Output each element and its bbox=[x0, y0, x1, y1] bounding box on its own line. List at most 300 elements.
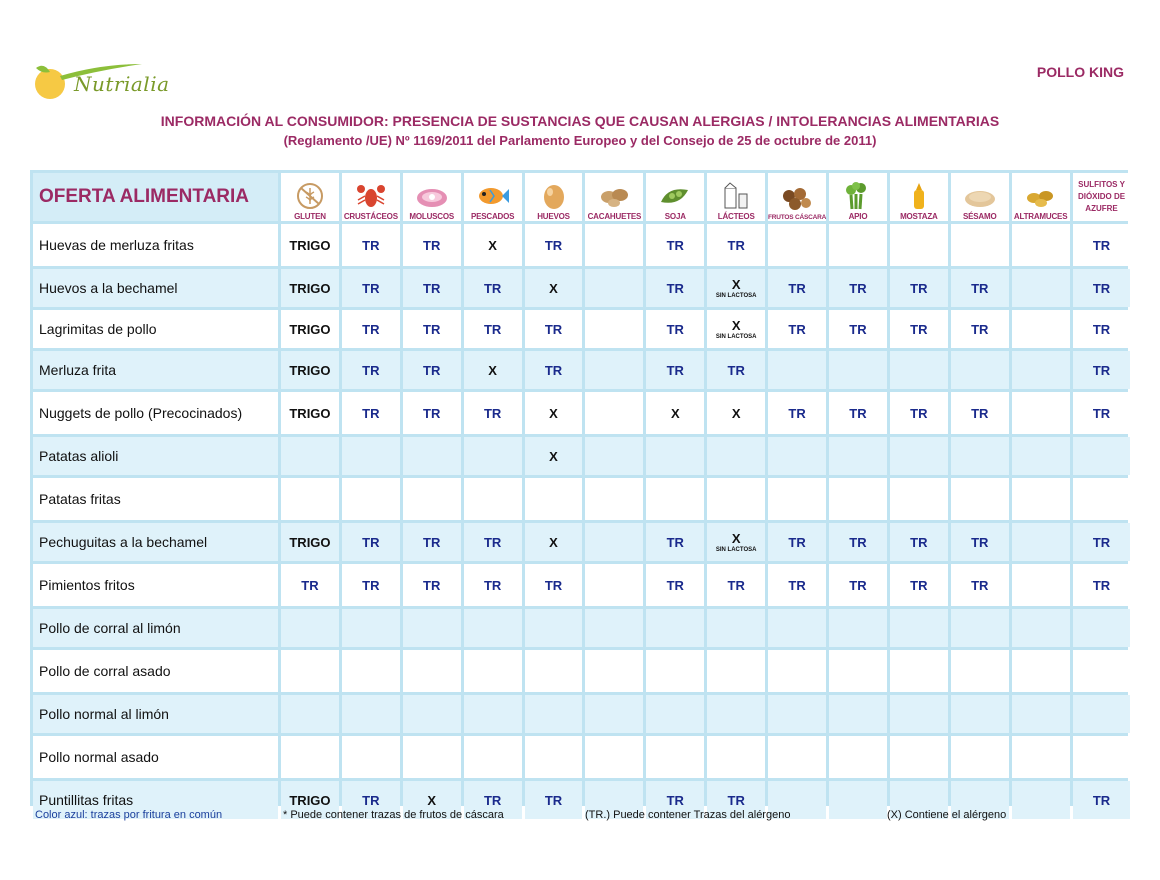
allergen-cell bbox=[403, 269, 461, 307]
allergen-value: TR bbox=[727, 577, 745, 593]
dish-name: Puntillitas fritas bbox=[33, 781, 278, 819]
allergen-cell bbox=[890, 478, 948, 520]
allergen-header-cell bbox=[951, 173, 1009, 221]
allergen-cell bbox=[342, 523, 400, 561]
allergen-value: TR bbox=[423, 237, 441, 253]
allergen-cell bbox=[829, 392, 887, 434]
allergen-cell bbox=[585, 224, 643, 266]
allergen-value: X bbox=[427, 792, 437, 808]
allergen-value: TRIGO bbox=[289, 792, 331, 808]
nuts-icon bbox=[780, 184, 814, 212]
allergen-value: TR bbox=[423, 321, 441, 337]
footer-note-tr: (TR.) Puede contener Trazas del alérgeno bbox=[585, 809, 791, 821]
allergen-value: TRIGO bbox=[289, 280, 331, 296]
table-row bbox=[33, 392, 1130, 434]
allergen-note: SIN LACTOSA bbox=[715, 334, 757, 340]
allergen-value: TR bbox=[849, 534, 867, 550]
allergen-cell bbox=[403, 564, 461, 606]
lobster-icon bbox=[354, 182, 388, 210]
dish-name: Patatas alioli bbox=[33, 437, 278, 475]
allergen-cell bbox=[464, 478, 522, 520]
allergen-header-cell bbox=[890, 173, 948, 221]
allergen-header-cell bbox=[585, 173, 643, 221]
allergen-cell bbox=[646, 269, 704, 307]
allergen-value: TR bbox=[423, 362, 441, 378]
allergen-value: TRIGO bbox=[289, 237, 331, 253]
gluten-icon bbox=[293, 182, 327, 210]
allergen-value: TR bbox=[1092, 280, 1111, 296]
allergen-label: APIO bbox=[848, 212, 868, 221]
allergen-header-13 bbox=[1012, 173, 1070, 221]
allergen-label: CRUSTÁCEOS bbox=[343, 212, 398, 221]
allergen-value: TR bbox=[849, 321, 867, 337]
allergen-value: TR bbox=[483, 321, 502, 337]
allergen-label: FRUTOS CÁSCARA bbox=[768, 214, 827, 221]
allergen-value: TR bbox=[788, 321, 806, 337]
mustard-icon bbox=[902, 182, 936, 210]
allergen-cell bbox=[342, 609, 400, 647]
allergen-value: X bbox=[488, 362, 497, 378]
allergen-header-9 bbox=[768, 173, 826, 221]
page-subtitle: (Reglamento /UE) Nº 1169/2011 del Parlamento Europeo y del Consejo de 25 de octubre de 2011) bbox=[283, 133, 877, 148]
nutrialia-logo bbox=[30, 58, 170, 110]
allergen-value: TR bbox=[971, 405, 989, 421]
allergen-value: TR bbox=[666, 534, 684, 550]
allergen-value: TR bbox=[971, 321, 989, 337]
allergen-cell bbox=[1012, 351, 1070, 389]
allergen-cell bbox=[1012, 269, 1070, 307]
allergen-value: TR bbox=[362, 577, 380, 593]
allergen-cell bbox=[585, 351, 643, 389]
allergen-value: TR bbox=[1092, 792, 1111, 808]
allergen-value: TR bbox=[423, 280, 441, 296]
allergen-cell bbox=[951, 392, 1009, 434]
allergen-cell bbox=[585, 564, 643, 606]
table-row bbox=[33, 351, 1130, 389]
allergen-cell bbox=[281, 351, 339, 389]
allergen-value: TRIGO bbox=[289, 405, 331, 421]
allergen-cell bbox=[646, 695, 704, 733]
allergen-value: TR bbox=[1092, 534, 1111, 550]
allergen-cell bbox=[585, 523, 643, 561]
allergen-value: TR bbox=[544, 321, 563, 337]
table-row bbox=[33, 310, 1130, 348]
dish-name: Pollo de corral asado bbox=[33, 650, 278, 692]
allergen-cell bbox=[525, 564, 583, 606]
allergen-cell bbox=[1012, 609, 1070, 647]
allergen-value: TR bbox=[788, 405, 806, 421]
allergen-cell bbox=[829, 695, 887, 733]
allergen-value: TRIGO bbox=[289, 321, 331, 337]
allergen-value: TR bbox=[849, 577, 867, 593]
allergen-cell bbox=[1073, 564, 1131, 606]
allergen-value: TR bbox=[666, 362, 684, 378]
allergen-cell bbox=[951, 564, 1009, 606]
allergen-cell bbox=[646, 310, 704, 348]
allergen-value: TR bbox=[423, 405, 441, 421]
allergen-value: X bbox=[549, 280, 558, 296]
allergen-cell bbox=[464, 736, 522, 778]
allergen-header-8 bbox=[707, 173, 765, 221]
allergen-cell bbox=[1012, 781, 1070, 819]
allergen-cell bbox=[403, 650, 461, 692]
allergen-cell bbox=[1073, 736, 1131, 778]
allergen-cell bbox=[951, 310, 1009, 348]
allergen-cell bbox=[585, 609, 643, 647]
allergen-cell bbox=[890, 650, 948, 692]
allergen-cell bbox=[707, 437, 765, 475]
allergen-table-container bbox=[30, 170, 1128, 806]
allergen-cell bbox=[342, 351, 400, 389]
allergen-cell bbox=[890, 609, 948, 647]
restaurant-name: POLLO KING bbox=[1036, 64, 1124, 80]
allergen-cell bbox=[464, 310, 522, 348]
allergen-value: TR bbox=[849, 280, 867, 296]
allergen-cell bbox=[281, 564, 339, 606]
table-row bbox=[33, 523, 1130, 561]
allergen-cell bbox=[403, 224, 461, 266]
allergen-value: TR bbox=[788, 534, 806, 550]
allergen-cell bbox=[525, 650, 583, 692]
allergen-value: TR bbox=[423, 534, 441, 550]
allergen-value: TR bbox=[788, 280, 806, 296]
allergen-header-cell bbox=[707, 173, 765, 221]
allergen-header-3 bbox=[403, 173, 461, 221]
allergen-cell bbox=[1073, 310, 1131, 348]
allergen-value: TR bbox=[971, 280, 989, 296]
allergen-cell bbox=[646, 478, 704, 520]
allergen-value: TR bbox=[910, 577, 928, 593]
allergen-cell bbox=[646, 437, 704, 475]
allergen-cell bbox=[464, 609, 522, 647]
allergen-value: TR bbox=[1092, 321, 1111, 337]
allergen-cell bbox=[646, 392, 704, 434]
allergen-label: GLUTEN bbox=[294, 212, 326, 221]
allergen-cell bbox=[646, 650, 704, 692]
allergen-value: TR bbox=[1092, 577, 1111, 593]
allergen-value: TR bbox=[788, 577, 806, 593]
allergen-value: TR bbox=[483, 792, 502, 808]
footer-note-blue: Color azul: trazas por fritura en común bbox=[35, 809, 223, 821]
allergen-cell bbox=[464, 351, 522, 389]
dish-name: Pollo normal al limón bbox=[33, 695, 278, 733]
allergen-value: TR bbox=[362, 237, 380, 253]
allergen-value: TR bbox=[910, 405, 928, 421]
allergen-value: TR bbox=[483, 534, 502, 550]
allergen-cell bbox=[646, 224, 704, 266]
allergen-cell bbox=[768, 523, 826, 561]
allergen-value: TRIGO bbox=[289, 362, 331, 378]
allergen-cell bbox=[1012, 224, 1070, 266]
fish-icon bbox=[476, 182, 510, 210]
dish-name: Pimientos fritos bbox=[33, 564, 278, 606]
sesame-icon bbox=[963, 182, 997, 210]
table-body bbox=[33, 224, 1130, 819]
allergen-cell bbox=[403, 695, 461, 733]
allergen-header-cell bbox=[403, 173, 461, 221]
allergen-cell bbox=[403, 609, 461, 647]
allergen-cell bbox=[829, 269, 887, 307]
allergen-cell bbox=[1073, 351, 1131, 389]
allergen-value: TR bbox=[971, 577, 989, 593]
allergen-cell bbox=[1073, 269, 1131, 307]
dish-name: Patatas fritas bbox=[33, 478, 278, 520]
allergen-value: TR bbox=[971, 534, 989, 550]
allergen-header-1 bbox=[281, 173, 339, 221]
allergen-value: TR bbox=[362, 321, 380, 337]
allergen-cell bbox=[464, 392, 522, 434]
allergen-cell bbox=[707, 351, 765, 389]
allergen-cell bbox=[890, 564, 948, 606]
allergen-value: TR bbox=[544, 237, 563, 253]
allergen-header-10 bbox=[829, 173, 887, 221]
allergen-cell bbox=[281, 736, 339, 778]
allergen-header-4 bbox=[464, 173, 522, 221]
allergen-header-cell bbox=[464, 173, 522, 221]
allergen-cell bbox=[951, 609, 1009, 647]
allergen-cell bbox=[829, 736, 887, 778]
allergen-cell bbox=[829, 224, 887, 266]
allergen-cell bbox=[890, 695, 948, 733]
allergen-cell bbox=[768, 351, 826, 389]
allergen-value: TR bbox=[362, 405, 380, 421]
allergen-cell bbox=[829, 351, 887, 389]
table-row bbox=[33, 609, 1130, 647]
allergen-cell bbox=[281, 523, 339, 561]
allergen-cell bbox=[1073, 392, 1131, 434]
allergen-cell bbox=[403, 478, 461, 520]
allergen-cell bbox=[342, 437, 400, 475]
dish-name: Merluza frita bbox=[33, 351, 278, 389]
lupin-icon bbox=[1024, 182, 1058, 210]
allergen-cell bbox=[403, 437, 461, 475]
allergen-cell bbox=[585, 310, 643, 348]
allergen-cell bbox=[768, 269, 826, 307]
allergen-header-2 bbox=[342, 173, 400, 221]
allergen-value: TR bbox=[544, 577, 563, 593]
allergen-cell bbox=[707, 650, 765, 692]
allergen-cell bbox=[1012, 310, 1070, 348]
dish-name: Huevas de merluza fritas bbox=[33, 224, 278, 266]
allergen-cell bbox=[1073, 781, 1131, 819]
allergen-note: SIN LACTOSA bbox=[715, 547, 757, 553]
allergen-cell bbox=[646, 564, 704, 606]
allergen-cell bbox=[707, 310, 765, 348]
allergen-cell bbox=[768, 478, 826, 520]
allergen-note: SIN LACTOSA bbox=[715, 293, 757, 299]
allergen-cell bbox=[890, 310, 948, 348]
page-title: INFORMACIÓN AL CONSUMIDOR: PRESENCIA DE SUSTANCIAS QUE CAUSAN ALERGIAS / INTOLERANCIAS ALIMENTARIAS bbox=[160, 113, 1000, 129]
allergen-cell bbox=[951, 736, 1009, 778]
allergen-cell bbox=[342, 478, 400, 520]
allergen-cell bbox=[951, 224, 1009, 266]
allergen-header-12 bbox=[951, 173, 1009, 221]
allergen-cell bbox=[281, 269, 339, 307]
table-row bbox=[33, 224, 1130, 266]
allergen-cell bbox=[1073, 650, 1131, 692]
allergen-cell bbox=[1012, 392, 1070, 434]
allergen-cell bbox=[768, 650, 826, 692]
allergen-cell bbox=[890, 392, 948, 434]
allergen-cell bbox=[281, 437, 339, 475]
egg-icon bbox=[537, 182, 571, 210]
allergen-cell bbox=[525, 478, 583, 520]
allergen-cell bbox=[951, 351, 1009, 389]
allergen-value: X bbox=[731, 405, 741, 421]
allergen-cell bbox=[829, 310, 887, 348]
allergen-cell bbox=[464, 269, 522, 307]
allergen-label: SULFITOS Y DIÓXIDO DE AZUFRE bbox=[1077, 180, 1126, 213]
allergen-value: TR bbox=[1092, 237, 1111, 253]
allergen-cell bbox=[342, 736, 400, 778]
table-row bbox=[33, 695, 1130, 733]
allergen-cell bbox=[281, 478, 339, 520]
allergen-value: TR bbox=[727, 237, 745, 253]
allergen-cell bbox=[281, 695, 339, 733]
allergen-cell bbox=[525, 609, 583, 647]
allergen-cell bbox=[646, 523, 704, 561]
allergen-cell bbox=[464, 650, 522, 692]
allergen-cell bbox=[707, 736, 765, 778]
allergen-cell bbox=[768, 437, 826, 475]
allergen-cell bbox=[1012, 478, 1070, 520]
allergen-cell bbox=[951, 650, 1009, 692]
allergen-cell bbox=[281, 609, 339, 647]
allergen-value: TRIGO bbox=[289, 534, 331, 550]
allergen-cell bbox=[585, 695, 643, 733]
allergen-cell bbox=[1012, 564, 1070, 606]
allergen-cell bbox=[890, 269, 948, 307]
allergen-cell bbox=[829, 609, 887, 647]
allergen-cell bbox=[829, 564, 887, 606]
dish-name: Lagrimitas de pollo bbox=[33, 310, 278, 348]
allergen-cell bbox=[1012, 736, 1070, 778]
allergen-cell bbox=[281, 224, 339, 266]
allergen-value: TR bbox=[727, 362, 745, 378]
allergen-header-5 bbox=[525, 173, 583, 221]
allergen-cell bbox=[707, 564, 765, 606]
allergen-cell bbox=[464, 224, 522, 266]
allergen-value: TR bbox=[727, 792, 745, 808]
allergen-cell bbox=[342, 564, 400, 606]
allergen-cell bbox=[281, 310, 339, 348]
celery-icon bbox=[841, 182, 875, 210]
footer-note-x: (X) Contiene el alérgeno bbox=[887, 809, 1007, 821]
allergen-header-cell bbox=[281, 173, 339, 221]
allergen-value: TR bbox=[666, 792, 684, 808]
allergen-value: X bbox=[731, 318, 741, 333]
allergen-label: ALTRAMUCES bbox=[1013, 212, 1068, 221]
allergen-value: TR bbox=[483, 280, 502, 296]
allergen-header-cell bbox=[768, 173, 826, 221]
allergen-cell bbox=[951, 437, 1009, 475]
allergen-header-cell bbox=[342, 173, 400, 221]
allergen-value: X bbox=[549, 405, 558, 421]
table-row bbox=[33, 564, 1130, 606]
allergen-cell bbox=[1073, 224, 1131, 266]
allergen-cell bbox=[525, 781, 583, 819]
logo-text: Nutrialia bbox=[74, 72, 170, 96]
allergen-cell bbox=[342, 650, 400, 692]
allergen-cell bbox=[768, 310, 826, 348]
allergen-value: TR bbox=[666, 280, 684, 296]
allergen-cell bbox=[1012, 650, 1070, 692]
allergen-label: CACAHUETES bbox=[587, 212, 642, 221]
allergen-cell bbox=[403, 736, 461, 778]
allergen-cell bbox=[342, 392, 400, 434]
allergen-cell bbox=[525, 736, 583, 778]
allergen-cell bbox=[525, 351, 583, 389]
header-label: OFERTA ALIMENTARIA bbox=[33, 173, 278, 221]
allergen-cell bbox=[525, 310, 583, 348]
allergen-value: X bbox=[549, 448, 558, 464]
allergen-cell bbox=[768, 695, 826, 733]
allergen-cell bbox=[585, 392, 643, 434]
allergen-value: TR bbox=[849, 405, 867, 421]
allergen-cell bbox=[890, 437, 948, 475]
allergen-value: TR bbox=[666, 577, 684, 593]
allergen-value: X bbox=[549, 534, 558, 550]
allergen-header-cell bbox=[1012, 173, 1070, 221]
dish-name: Pechuguitas a la bechamel bbox=[33, 523, 278, 561]
allergen-cell bbox=[829, 650, 887, 692]
footer-note-nuts: * Puede contener trazas de frutos de cáscara bbox=[283, 809, 504, 821]
allergen-cell bbox=[768, 736, 826, 778]
allergen-table bbox=[30, 170, 1133, 822]
allergen-cell bbox=[403, 351, 461, 389]
allergen-value: TR bbox=[362, 534, 380, 550]
allergen-cell bbox=[707, 695, 765, 733]
allergen-cell bbox=[1073, 478, 1131, 520]
allergen-cell bbox=[1012, 437, 1070, 475]
allergen-cell bbox=[403, 392, 461, 434]
allergen-cell bbox=[1073, 437, 1131, 475]
table-row bbox=[33, 269, 1130, 307]
allergen-cell bbox=[525, 437, 583, 475]
allergen-cell bbox=[829, 523, 887, 561]
allergen-cell bbox=[890, 224, 948, 266]
allergen-cell bbox=[1012, 523, 1070, 561]
allergen-label: MOSTAZA bbox=[900, 212, 938, 221]
allergen-value: TR bbox=[362, 280, 380, 296]
allergen-cell bbox=[525, 392, 583, 434]
allergen-header-cell bbox=[525, 173, 583, 221]
allergen-value: TR bbox=[666, 237, 684, 253]
allergen-cell bbox=[829, 478, 887, 520]
dish-name: Pollo normal asado bbox=[33, 736, 278, 778]
allergen-cell bbox=[951, 695, 1009, 733]
allergen-cell bbox=[707, 269, 765, 307]
allergen-value: TR bbox=[910, 534, 928, 550]
allergen-cell bbox=[951, 523, 1009, 561]
allergen-cell bbox=[951, 269, 1009, 307]
allergen-cell bbox=[1073, 695, 1131, 733]
soy-icon bbox=[658, 182, 692, 210]
allergen-cell bbox=[1073, 523, 1131, 561]
dish-name: Nuggets de pollo (Precocinados) bbox=[33, 392, 278, 434]
allergen-cell bbox=[890, 351, 948, 389]
allergen-cell bbox=[342, 310, 400, 348]
allergen-value: TR bbox=[1092, 362, 1111, 378]
milk-icon bbox=[719, 182, 753, 210]
allergen-value: X bbox=[731, 277, 741, 292]
allergen-value: TR bbox=[362, 362, 380, 378]
allergen-header-6 bbox=[585, 173, 643, 221]
allergen-cell bbox=[1012, 695, 1070, 733]
allergen-cell bbox=[890, 523, 948, 561]
allergen-value: X bbox=[731, 531, 741, 546]
allergen-header-11 bbox=[890, 173, 948, 221]
